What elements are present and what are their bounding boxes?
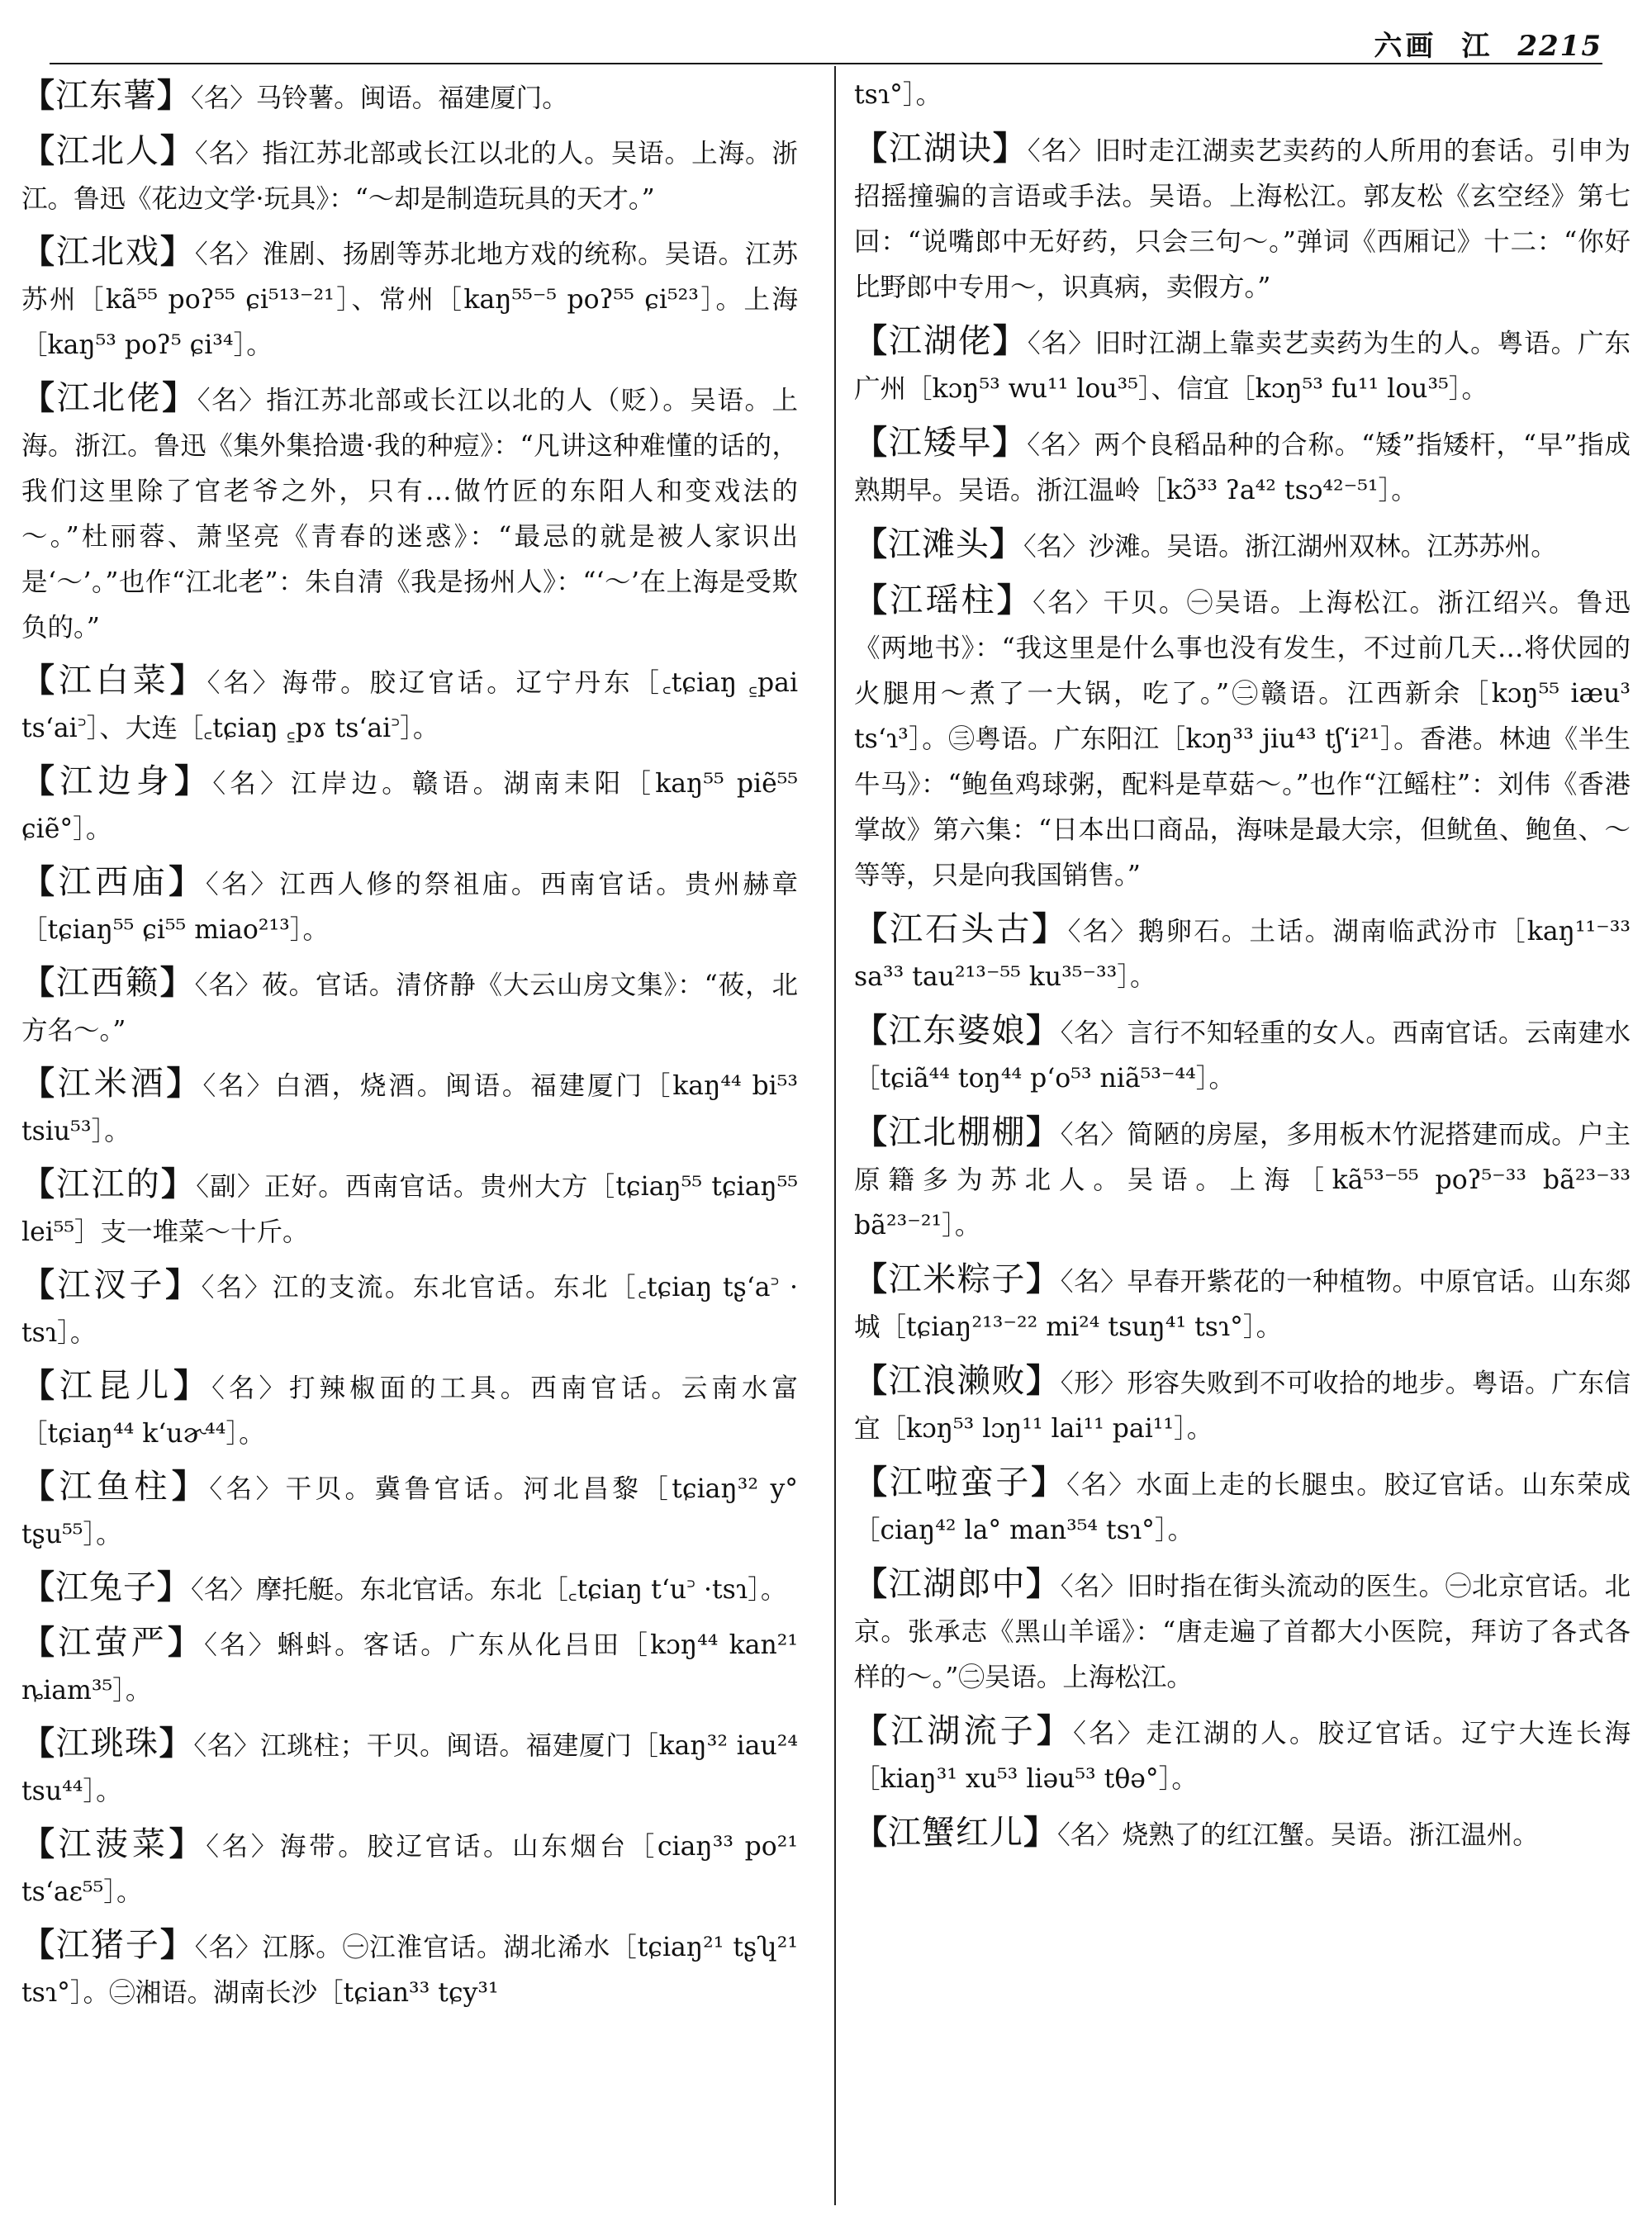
left-bracket: 【	[854, 1011, 889, 1050]
left-bracket: 【	[21, 1265, 58, 1304]
entry-headword	[21, 1266, 202, 1304]
left-bracket: 【	[854, 1260, 889, 1298]
entry-headword	[854, 1464, 1066, 1502]
left-bracket: 【	[21, 1064, 58, 1103]
headword-text: 江菠菜	[58, 1825, 169, 1863]
entry-definition: 〈名〉海带。胶辽官话。山东烟台［ciaŋ³³ po²¹ tsʻaɛ⁵⁵］。	[21, 1832, 799, 1907]
entry-headword	[854, 1362, 1061, 1400]
dictionary-entry	[21, 73, 798, 121]
left-bracket: 【	[21, 1925, 56, 1964]
dictionary-entry	[21, 1620, 798, 1714]
dictionary-entry	[854, 521, 1631, 570]
dictionary-entry	[21, 758, 798, 852]
headword-text: 江北人	[55, 132, 160, 170]
entry-headword	[854, 910, 1068, 948]
dictionary-entry	[854, 420, 1631, 514]
entry-headword	[21, 132, 195, 170]
left-bracket: 【	[854, 909, 890, 948]
right-bracket: 】	[1026, 1564, 1061, 1603]
entry-definition: 〈名〉早春开紫花的一种植物。中原官话。山东郯城［tɕiaŋ²¹³⁻²² mi²⁴ tsuŋ⁴¹ tsɿ°］。	[854, 1267, 1631, 1342]
left-bracket: 【	[21, 1824, 59, 1863]
entry-definition: 〈名〉江西人修的祭祖庙。西南官话。贵州赫章［tɕiaŋ⁵⁵ ɕi⁵⁵ miao²¹³］。	[21, 870, 799, 945]
left-bracket: 【	[854, 1813, 888, 1852]
entry-headword	[21, 1725, 193, 1763]
entry-definition: 〈名〉旧时江湖上靠卖艺卖药为生的人。粤语。广东广州［kɔŋ⁵³ wu¹¹ lou³⁵］、信宜［kɔŋ⁵³ fu¹¹ lou³⁵］。	[854, 329, 1631, 404]
headword-text: 江北佬	[56, 379, 163, 417]
right-bracket: 】	[166, 1064, 203, 1103]
entry-headword	[854, 322, 1028, 360]
entry-definition: 〈名〉江岸边。赣语。湖南耒阳［kaŋ⁵⁵ piẽ⁵⁵ ɕiẽ°］。	[21, 769, 799, 844]
dictionary-entry	[854, 126, 1631, 311]
right-bracket: 】	[1031, 1463, 1067, 1502]
left-bracket: 【	[21, 862, 59, 901]
left-bracket: 【	[854, 423, 889, 462]
entry-definition: 〈形〉形容失败到不可收拾的地步。粤语。广东信宜［kɔŋ⁵³ lɔŋ¹¹ lai¹¹ pai¹¹］。	[854, 1369, 1631, 1444]
left-bracket: 【	[21, 378, 57, 417]
entry-definition: 〈名〉干贝。㊀吴语。上海松江。浙江绍兴。鲁迅《两地书》：“我这里是什么事也没有发生，不过前几天…将伏园的火腿用～煮了一大锅，吃了。”㊁赣语。江西新余［kɔŋ⁵⁵ iæu³ tsʻɿ³］。㊂粤语。广东阳江［kɔŋ³³ jiu⁴³ tʃʻi²¹］。香港。林迪《半生牛马》：“鲍鱼鸡球粥，配料是草菇～。”也作“江鳐柱”：刘伟《香港掌故》第六集：“日本出口商品，海味是最大宗，但鱿鱼、鲍鱼、～等等，只是向我国销售。”	[854, 588, 1631, 890]
right-bracket: 】	[1026, 1113, 1061, 1151]
entry-headword	[21, 964, 195, 1002]
headword-text: 江米粽子	[888, 1260, 1027, 1298]
headword-text: 江湖流子	[890, 1712, 1037, 1750]
dictionary-entry	[854, 1810, 1631, 1858]
entry-definition: 〈名〉淮剧、扬剧等苏北地方戏的统称。吴语。江苏苏州［kã⁵⁵ poʔ⁵⁵ ɕi⁵¹³⁻²¹］、常州［kaŋ⁵⁵⁻⁵ poʔ⁵⁵ ɕi⁵²³］。上海［kaŋ⁵³ poʔ⁵ ɕi³⁴］。	[21, 240, 799, 360]
right-bracket: 】	[159, 131, 195, 170]
left-bracket: 【	[21, 1467, 59, 1506]
right-bracket: 】	[1026, 1011, 1061, 1050]
entry-headword	[21, 77, 191, 115]
dictionary-entry	[854, 1358, 1631, 1452]
right-bracket: 】	[157, 76, 191, 115]
headword-text: 江昆儿	[59, 1367, 174, 1405]
left-bracket: 【	[21, 1623, 59, 1662]
left-bracket: 【	[21, 661, 59, 700]
entry-headword	[21, 379, 197, 417]
entry-definition: 〈名〉海带。胶辽官话。辽宁丹东［꜀tɕiaŋ ꜁pai tsʻai꜄］、大连［꜀tɕiaŋ ꜁pɤ tsʻai꜄］。	[21, 668, 799, 743]
entry-headword	[854, 525, 1023, 563]
entry-definition: 〈名〉白酒，烧酒。闽语。福建厦门［kaŋ⁴⁴ bi⁵³ tsiu⁵³］。	[21, 1071, 799, 1146]
entry-definition: 〈名〉水面上走的长腿虫。胶辽官话。山东荣成［ciaŋ⁴² la° man³⁵⁴ tsɿ°］。	[854, 1470, 1631, 1545]
entry-headword	[854, 1814, 1057, 1852]
right-bracket: 】	[165, 1265, 202, 1304]
running-head	[1349, 23, 1602, 64]
entry-definition: 〈名〉江珧柱；干贝。闽语。福建厦门［kaŋ³² iau²⁴ tsu⁴⁴］。	[21, 1731, 799, 1806]
headword-text: 江汊子	[57, 1266, 166, 1304]
headword-text: 江矮早	[888, 424, 993, 462]
dictionary-entry	[854, 906, 1631, 1000]
headword-text: 江西籁	[55, 964, 160, 1002]
page-number: 2215	[1517, 30, 1602, 63]
right-bracket: 】	[992, 423, 1028, 462]
entry-headword	[21, 1065, 202, 1103]
entry-definition: 〈名〉指江苏北部或长江以北的人。吴语。上海。浙江。鲁迅《花边文学·玩具》：“～却是制造玩具的天才。”	[21, 139, 799, 214]
column-divider	[834, 66, 836, 2205]
right-bracket: 】	[992, 321, 1028, 360]
right-bracket: 】	[992, 129, 1028, 168]
entry-headword	[854, 1565, 1061, 1603]
right-bracket: 】	[159, 1724, 194, 1763]
headword-text: 江湖佬	[888, 322, 993, 360]
right-bracket: 】	[1023, 1813, 1057, 1852]
dictionary-entry	[854, 73, 1631, 118]
left-bracket: 【	[21, 963, 56, 1002]
headword-text: 江石头古	[890, 910, 1032, 948]
dictionary-entry	[21, 1720, 798, 1815]
right-bracket: 】	[169, 1824, 206, 1863]
left-bracket: 【	[21, 1568, 55, 1606]
dictionary-entry	[854, 1256, 1631, 1350]
right-bracket: 】	[171, 1467, 210, 1506]
right-bracket: 】	[173, 1366, 212, 1405]
left-bracket: 【	[21, 131, 56, 170]
entry-definition: 〈名〉简陋的房屋，多用板木竹泥搭建而成。户主原籍多为苏北人。吴语。上海［kã⁵³⁻⁵⁵ poʔ⁵⁻³³ bã²³⁻³³ bã²³⁻²¹］。	[854, 1120, 1631, 1241]
entry-headword	[854, 424, 1027, 462]
headword-text: 江珧珠	[55, 1725, 159, 1763]
headword-text: 江江的	[56, 1165, 161, 1203]
left-bracket: 【	[854, 129, 889, 168]
entry-headword	[21, 1165, 196, 1203]
headword-text: 江萤严	[58, 1624, 168, 1662]
entry-definition: tsɿ°］。	[854, 80, 942, 110]
entry-headword	[854, 1260, 1061, 1298]
entry-definition: 〈名〉旧时指在街头流动的医生。㊀北京官话。北京。张承志《黑山羊谣》：“唐走遍了首都大小医院，拜访了各式各样的～。”㊁吴语。上海松江。	[854, 1572, 1631, 1692]
right-bracket: 】	[169, 862, 206, 901]
entry-headword	[21, 1926, 195, 1964]
headword-text: 江兔子	[55, 1568, 157, 1606]
right-bracket: 】	[1026, 1260, 1061, 1298]
entry-headword	[21, 863, 206, 901]
left-bracket: 【	[854, 1361, 889, 1400]
headword-text: 江鱼柱	[59, 1468, 172, 1506]
right-bracket: 】	[157, 1568, 191, 1606]
entry-headword	[21, 1624, 204, 1662]
dictionary-entry	[21, 375, 798, 651]
right-bracket: 】	[169, 661, 207, 700]
entry-definition: 〈名〉走江湖的人。胶辽官话。辽宁大连长海［kiaŋ³¹ xu⁵³ liəu⁵³ tθə°］。	[854, 1719, 1631, 1794]
headword-text: 江西庙	[58, 863, 169, 901]
radical-label: 江	[1461, 30, 1493, 63]
entry-headword	[854, 130, 1028, 168]
right-bracket: 】	[1036, 1711, 1074, 1750]
dictionary-entry	[21, 229, 798, 368]
entry-definition: 〈名〉指江苏北部或长江以北的人（贬）。吴语。上海。浙江。鲁迅《集外集拾遗·我的种痘》：“凡讲这种难懂的话的，我们这里除了官老爷之外，只有…做竹匠的东阳人和变戏法的～。”杜丽蓉、萧坚亮《青春的迷惑》：“最忌的就是被人家识出是‘～’。”也作“江北老”：朱自清《我是扬州人》：“‘～’在上海是受欺负的。”	[21, 386, 799, 643]
entry-definition: 〈名〉打辣椒面的工具。西南官话。云南水富［tɕiaŋ⁴⁴ kʻuɚ⁴⁴］。	[21, 1374, 798, 1449]
right-column	[854, 73, 1631, 1866]
entry-headword	[854, 1712, 1073, 1750]
entry-headword	[21, 233, 195, 271]
dictionary-entry	[21, 1922, 798, 2016]
entry-headword	[21, 1568, 191, 1606]
section-label: 六画	[1374, 30, 1437, 63]
headword-text: 江边身	[59, 762, 175, 800]
entry-definition: 〈名〉烧熟了的红江蟹。吴语。浙江温州。	[1057, 1820, 1539, 1850]
dictionary-entry	[21, 1363, 798, 1457]
entry-definition: 〈名〉莜。官话。清侪静《大云山房文集》：“莜，北方名～。”	[21, 970, 799, 1046]
headword-text: 江东婆娘	[888, 1012, 1027, 1050]
entry-definition: 〈名〉沙滩。吴语。浙江湖州双林。江苏苏州。	[1023, 532, 1557, 562]
left-bracket: 【	[854, 1463, 890, 1502]
entry-definition: 〈副〉正好。西南官话。贵州大方［tɕiaŋ⁵⁵ tɕiaŋ⁵⁵ lei⁵⁵］支一堆菜～十斤。	[21, 1172, 799, 1247]
right-bracket: 】	[996, 581, 1033, 619]
dictionary-entry	[854, 318, 1631, 412]
entry-definition: 〈名〉摩托艇。东北官话。东北［꜀tɕiaŋ tʻu꜄ ·tsɿ］。	[191, 1575, 787, 1605]
headword-text: 江瑶柱	[890, 581, 997, 619]
headword-text: 江蟹红儿	[888, 1814, 1023, 1852]
entry-definition: 〈名〉江的支流。东北官话。东北［꜀tɕiaŋ tʂʻa꜄ · tsɿ］。	[21, 1273, 798, 1348]
headword-text: 江猪子	[55, 1926, 160, 1964]
headword-text: 江湖郎中	[888, 1565, 1027, 1603]
right-bracket: 】	[990, 524, 1023, 563]
right-bracket: 】	[162, 378, 197, 417]
dictionary-entry	[21, 1464, 798, 1558]
entry-headword	[21, 1367, 211, 1405]
headword-text: 江啦蛮子	[889, 1464, 1032, 1502]
right-bracket: 】	[159, 232, 195, 271]
left-bracket: 【	[21, 1165, 57, 1203]
left-bracket: 【	[854, 1711, 891, 1750]
headword-text: 江北戏	[55, 233, 160, 271]
left-bracket: 【	[854, 1564, 889, 1603]
entry-definition: 〈名〉言行不知轻重的女人。西南官话。云南建水［tɕiã⁴⁴ toŋ⁴⁴ pʻo⁵³ niã⁵³⁻⁴⁴］。	[854, 1018, 1631, 1094]
right-bracket: 】	[1026, 1361, 1061, 1400]
right-bracket: 】	[167, 1623, 205, 1662]
dictionary-entry	[21, 657, 798, 752]
dictionary-entry	[854, 1109, 1631, 1249]
entry-definition: 〈名〉两个良稻品种的合称。“矮”指矮杆，“早”指成熟期早。吴语。浙江温岭［kɔ̃³³ ʔa⁴² tsɔ⁴²⁻⁵¹］。	[854, 430, 1631, 505]
left-column	[21, 73, 798, 2023]
entry-headword	[21, 1468, 209, 1506]
dictionary-entry	[21, 128, 798, 222]
right-bracket: 】	[159, 1925, 195, 1964]
right-bracket: 】	[174, 762, 213, 800]
dictionary-entry	[21, 1262, 798, 1356]
header-rule	[50, 63, 1602, 64]
dictionary-entry	[854, 577, 1631, 899]
right-bracket: 】	[160, 1165, 197, 1203]
entry-headword	[21, 762, 212, 800]
entry-headword	[854, 1012, 1061, 1050]
headword-text: 江白菜	[58, 662, 170, 700]
headword-text: 江米酒	[57, 1065, 167, 1103]
dictionary-entry	[854, 1459, 1631, 1554]
left-bracket: 【	[21, 232, 56, 271]
left-bracket: 【	[854, 524, 888, 563]
dictionary-entry	[21, 1060, 798, 1155]
headword-text: 江东薯	[55, 77, 157, 115]
dictionary-entry	[854, 1008, 1631, 1102]
entry-headword	[854, 1113, 1061, 1151]
entry-headword	[854, 581, 1032, 619]
dictionary-entry	[21, 960, 798, 1054]
left-bracket: 【	[21, 1366, 60, 1405]
left-bracket: 【	[854, 581, 890, 619]
headword-text: 江湖诀	[888, 130, 993, 168]
dictionary-entry	[21, 859, 798, 953]
entry-headword	[21, 662, 207, 700]
page-header	[50, 23, 1602, 63]
entry-definition: 〈名〉旧时走江湖卖艺卖药的人所用的套话。引申为招摇撞骗的言语或手法。吴语。上海松江。郭友松《玄空经》第七回：“说嘴郎中无好药，只会三句～。”弹词《西厢记》十二：“你好比野郎中专用～，识真病，卖假方。”	[854, 136, 1631, 302]
dictionary-entry	[21, 1564, 798, 1613]
headword-text: 江北棚棚	[888, 1113, 1027, 1151]
left-bracket: 【	[21, 762, 60, 800]
headword-text: 江浪濑败	[888, 1362, 1027, 1400]
dictionary-entry	[21, 1161, 798, 1255]
entry-headword	[21, 1825, 206, 1863]
entry-definition: 〈名〉马铃薯。闽语。福建厦门。	[191, 83, 568, 113]
dictionary-entry	[854, 1708, 1631, 1802]
entry-definition: 〈名〉江豚。㊀江淮官话。湖北浠水［tɕiaŋ²¹ tʂʮ²¹ tsɿ°］。㊁湘语。湖南长沙［tɕian³³ tɕy³¹	[21, 1933, 799, 2008]
dictionary-entry	[854, 1561, 1631, 1701]
headword-text: 江滩头	[888, 525, 990, 563]
left-bracket: 【	[854, 321, 889, 360]
left-bracket: 【	[21, 1724, 56, 1763]
entry-definition: 〈名〉鹅卵石。土话。湖南临武汾市［kaŋ¹¹⁻³³ sa³³ tau²¹³⁻⁵⁵ ku³⁵⁻³³］。	[854, 917, 1631, 992]
entry-definition: 〈名〉干贝。冀鲁官话。河北昌黎［tɕiaŋ³² y° tʂu⁵⁵］。	[21, 1474, 799, 1549]
dictionary-entry	[21, 1821, 798, 1915]
left-bracket: 【	[854, 1113, 889, 1151]
right-bracket: 】	[159, 963, 195, 1002]
entry-definition: 〈名〉蝌蚪。客话。广东从化吕田［kɔŋ⁴⁴ kan²¹ ȵiam³⁵］。	[21, 1630, 799, 1706]
right-bracket: 】	[1032, 909, 1068, 948]
left-bracket: 【	[21, 76, 55, 115]
